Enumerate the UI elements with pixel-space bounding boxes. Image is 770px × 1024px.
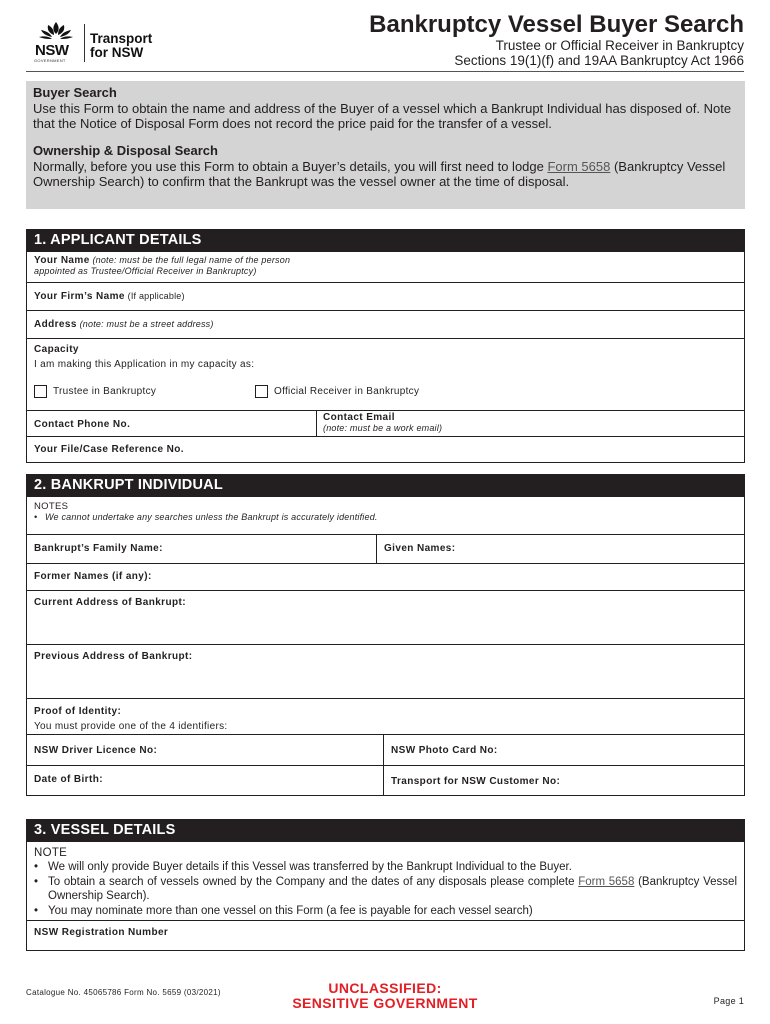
proof-text: You must provide one of the 4 identifiers: [34,721,228,732]
vessel-note-2-before: To obtain a search of vessels owned by the Company and the dates of any disposals please complete [48,875,579,888]
firm-name-note: (If applicable) [127,291,185,301]
trustee-option-label: Trustee in Bankruptcy [53,386,157,397]
form-5658-link-2[interactable]: Form 5658 [578,875,635,888]
notes-list [34,512,737,523]
registration-label: NSW Registration Number [34,927,169,938]
previous-address-field[interactable] [27,644,744,698]
name-divider [376,535,377,563]
section-2-title: 2. BANKRUPT INDIVIDUAL [27,475,744,497]
dob-divider [383,766,384,795]
customer-no-label: Transport for NSW Customer No: [391,776,561,787]
dob-label: Date of Birth: [34,774,103,785]
customer-no-field[interactable] [391,776,560,787]
current-address-field[interactable] [27,590,744,644]
page-subtitle [454,38,744,68]
your-name-note-2: appointed as Trustee/Official Receiver in Bankruptcy) [34,266,257,276]
capacity-label: Capacity [34,344,79,355]
former-names-label: Former Names (if any): [34,571,152,582]
photo-card-label: NSW Photo Card No: [391,745,498,756]
licence-label: NSW Driver Licence No: [34,745,158,756]
buyer-search-heading: Buyer Search [33,85,117,100]
logo-brand-line2: for NSW [90,45,144,60]
capacity-text: I am making this Application in my capacity as: [34,359,255,370]
classification-line1: UNCLASSIFIED: [328,980,442,996]
section-2-notes [27,497,744,534]
logo-government-text: GOVERNMENT [34,58,66,63]
firm-name-label: Your Firm’s Name [34,291,125,302]
section-3-notes [27,842,744,920]
ownership-text [33,159,738,189]
intro-box [26,81,745,209]
given-names-field[interactable] [384,543,456,554]
reference-field[interactable] [27,436,744,462]
proof-of-identity [27,698,744,734]
name-row [27,534,744,563]
given-names-label: Given Names: [384,543,456,554]
capacity-field [27,338,744,410]
vessel-note-3: • You may nominate more than one vessel on this Form (a fee is payable for each vessel search) [34,904,737,919]
vessel-note-1: • We will only provide Buyer details if this Vessel was transferred by the Bankrupt Individual to the Buyer. [34,860,737,875]
subtitle-line2: Sections 19(1)(f) and 19AA Bankruptcy Act 1966 [454,53,744,68]
address-label: Address [34,319,77,330]
dob-row [27,765,744,795]
bankrupt-individual-section [26,474,745,796]
your-name-note: (note: must be the full legal name of the person [92,255,291,265]
address-field[interactable] [27,310,744,338]
logo-nsw-text: NSW [35,42,69,59]
ownership-heading: Ownership & Disposal Search [33,143,218,158]
former-names-field[interactable] [27,563,744,590]
page-number: Page 1 [713,996,744,1006]
registration-field[interactable] [27,920,744,950]
receiver-option[interactable] [255,384,419,399]
previous-address-label: Previous Address of Bankrupt: [34,651,193,662]
section-3-title: 3. VESSEL DETAILS [27,820,744,842]
ownership-text-after: (Bankruptcy Vessel Ownership Search) to confirm that the Bankrupt was the vessel owner at the time of disposal. [33,159,726,189]
contact-email-field[interactable] [323,412,442,434]
note-label: NOTE [34,847,68,859]
page-title: Bankruptcy Vessel Buyer Search [369,11,744,38]
transport-for-nsw-logo [34,20,164,64]
logo-brand-text [90,32,152,60]
logo-brand-line1: Transport [90,31,153,46]
trustee-checkbox[interactable] [34,385,47,398]
dob-field[interactable] [34,774,103,785]
your-name-field[interactable] [27,252,744,282]
vessel-note-2-after: (Bankruptcy Vessel Ownership Search). [48,875,738,902]
family-name-label: Bankrupt’s Family Name: [34,543,163,554]
receiver-checkbox[interactable] [255,385,268,398]
reference-label: Your File/Case Reference No. [34,444,184,455]
contact-divider [316,411,317,436]
vessel-note-2 [34,875,737,904]
licence-row [27,734,744,765]
ownership-text-before: Normally, before you use this Form to obtain a Buyer’s details, you will first need to lodge [33,159,548,174]
notes-label: NOTES [34,501,69,512]
photo-card-field[interactable] [391,745,498,756]
logo-divider [84,24,85,62]
waratah-icon [36,20,76,44]
family-name-field[interactable] [34,543,163,554]
licence-divider [383,735,384,765]
catalogue-number: Catalogue No. 45065786 Form No. 5659 (03/2021) [26,988,221,997]
receiver-option-label: Official Receiver in Bankruptcy [274,386,420,397]
note-item: • We cannot undertake any searches unless the Bankrupt is accurately identified. [34,512,737,523]
classification-line2: SENSITIVE GOVERNMENT [292,995,478,1011]
contact-phone-field[interactable] [34,419,130,430]
vessel-notes-list [34,860,737,918]
form-5658-link[interactable]: Form 5658 [547,159,611,174]
current-address-label: Current Address of Bankrupt: [34,597,186,608]
address-note: (note: must be a street address) [79,319,214,329]
firm-name-field[interactable] [27,282,744,310]
security-classification [0,981,770,1011]
buyer-search-text: Use this Form to obtain the name and address of the Buyer of a vessel which a Bankrupt Individual has disposed of. Note that the Notice of Disposal Form does not record the price paid for the transfer of a vessel. [33,101,732,131]
applicant-details-section [26,229,745,463]
header-rule [26,71,744,72]
contact-email-label: Contact Email [323,412,395,423]
licence-field[interactable] [34,745,157,756]
your-name-label: Your Name [34,255,90,266]
contact-phone-label: Contact Phone No. [34,419,131,430]
proof-label: Proof of Identity: [34,706,122,717]
section-1-title: 1. APPLICANT DETAILS [27,230,744,252]
vessel-details-section [26,819,745,951]
subtitle-line1: Trustee or Official Receiver in Bankruptcy [495,38,744,53]
contact-row [27,410,744,436]
trustee-option[interactable] [34,384,156,399]
page-header [0,0,770,75]
contact-email-note: (note: must be a work email) [323,423,443,433]
